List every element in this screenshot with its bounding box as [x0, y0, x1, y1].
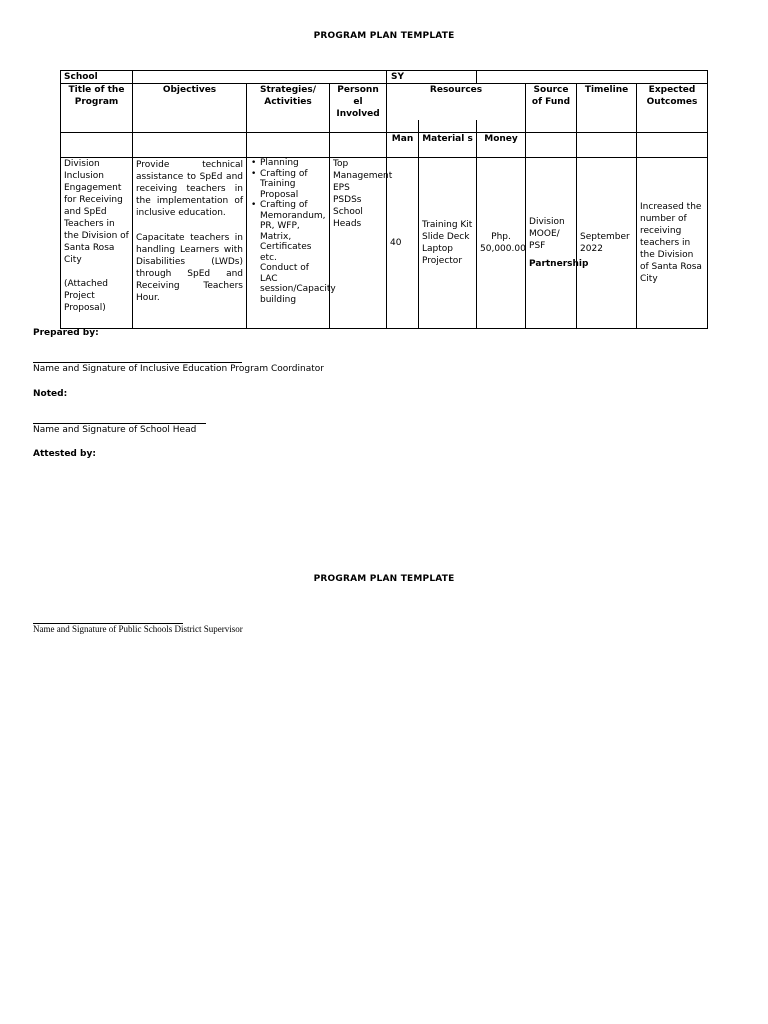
- strategy-item: • Planning: [260, 158, 326, 169]
- expected-outcomes-cell: Increased the number of receiving teachers in the Division of Santa Rosa City: [637, 158, 708, 329]
- materials-cell: [419, 158, 477, 329]
- source-of-fund-cell: [526, 158, 589, 329]
- empty-cell[interactable]: [330, 133, 387, 158]
- school-value-cell[interactable]: [133, 71, 387, 84]
- objectives-cell: [133, 158, 247, 329]
- personnel-item: Top Management: [333, 159, 393, 181]
- man-cell: 40: [387, 158, 419, 329]
- material-item: Training Kit: [422, 220, 473, 230]
- header-strategies: Strategies/ Activities: [247, 84, 330, 133]
- header-title-of-program: Title of the Program: [61, 84, 133, 133]
- title-of-program-cell: [61, 158, 133, 329]
- header-timeline: Timeline: [577, 84, 637, 133]
- page-title: PROGRAM PLAN TEMPLATE: [313, 31, 455, 41]
- page-title-repeat: PROGRAM PLAN TEMPLATE: [313, 574, 455, 584]
- header-objectives: Objectives: [133, 84, 247, 133]
- header-man: Man: [387, 133, 419, 158]
- strategy-item: • Crafting of Memorandum, PR, WFP, Matrix, Certificates etc.: [260, 200, 326, 263]
- program-plan-table: [60, 70, 708, 329]
- source-partnership: Partnership: [529, 259, 589, 269]
- empty-cell[interactable]: [247, 133, 330, 158]
- objective-2: Capacitate teachers in handling Learners with Disabilities (LWDs) through SpEd and Receiving Teachers Hour.: [136, 233, 243, 303]
- noted-signature-line[interactable]: [33, 423, 206, 424]
- program-title-note: (Attached Project Proposal): [64, 279, 108, 313]
- prepared-by-label: Prepared by:: [33, 328, 99, 338]
- objective-1: Provide technical assistance to SpEd and receiving teachers in the implementation of inclusive education.: [136, 160, 243, 218]
- header-resources: Resources: [387, 84, 526, 120]
- header-spacer: [419, 120, 477, 133]
- prepared-name-label: Name and Signature of Inclusive Education Program Coordinator: [33, 364, 324, 374]
- header-materials: Material s: [419, 133, 477, 158]
- strategies-cell: [247, 158, 336, 329]
- material-item: Projector: [422, 256, 463, 266]
- empty-cell[interactable]: [526, 133, 577, 158]
- prepared-signature-line[interactable]: [33, 362, 242, 363]
- noted-label: Noted:: [33, 389, 68, 399]
- personnel-cell: [330, 158, 393, 329]
- money-cell: Php. 50,000.00: [477, 158, 526, 329]
- attested-by-label: Attested by:: [33, 449, 96, 459]
- material-item: Slide Deck: [422, 232, 470, 242]
- school-label: School: [61, 71, 133, 84]
- header-expected-outcomes: Expected Outcomes: [637, 84, 708, 133]
- personnel-item: PSDSs: [333, 195, 362, 205]
- timeline-cell: September 2022: [577, 158, 637, 329]
- empty-cell[interactable]: [637, 133, 708, 158]
- header-personnel: Personn el Involved: [330, 84, 387, 133]
- attested-name-label: Name and Signature of Public Schools District Supervisor: [33, 624, 243, 634]
- strategy-item: Conduct of LAC session/Capacity building: [260, 263, 336, 305]
- material-item: Laptop: [422, 244, 454, 254]
- empty-cell[interactable]: [133, 133, 247, 158]
- sy-value-cell[interactable]: [477, 71, 708, 84]
- personnel-item: School Heads: [333, 207, 363, 229]
- header-spacer: [477, 120, 526, 133]
- empty-cell[interactable]: [61, 133, 133, 158]
- header-money: Money: [477, 133, 526, 158]
- header-source-of-fund: Source of Fund: [526, 84, 577, 133]
- noted-name-label: Name and Signature of School Head: [33, 425, 197, 435]
- strategy-item: • Crafting of Training Proposal: [260, 169, 326, 201]
- personnel-item: EPS: [333, 183, 350, 193]
- source-of-fund: Division MOOE/ PSF: [529, 217, 565, 251]
- sy-label: SY: [387, 71, 477, 84]
- program-title: Division Inclusion Engagement for Receiving and SpEd Teachers in the Division of Santa Rosa City: [64, 159, 129, 265]
- header-spacer: [387, 120, 419, 133]
- table-row: [61, 158, 708, 329]
- empty-cell[interactable]: [577, 133, 637, 158]
